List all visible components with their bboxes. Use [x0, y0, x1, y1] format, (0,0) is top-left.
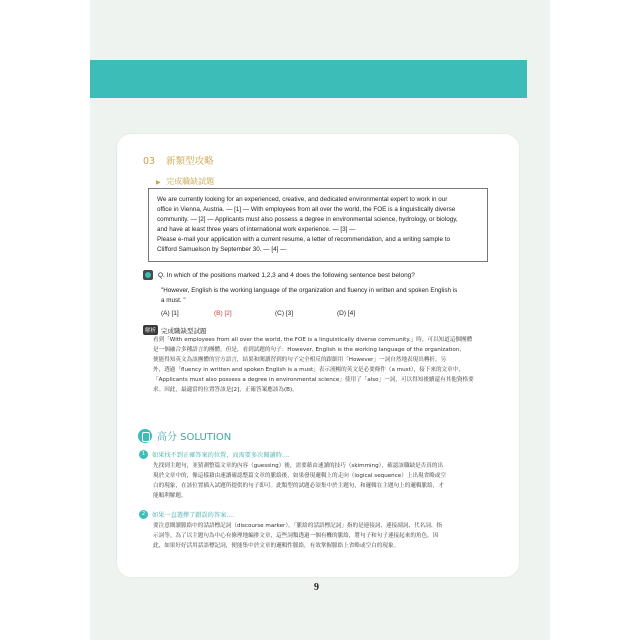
tip-line: 要注意閱讀脈絡中的話語標記詞（discourse marker）。「脈絡的話語標記詞」指的是連接詞、連接副詞、代名詞、指: [153, 523, 442, 529]
solution-heading: [138, 428, 231, 443]
quote-sentence: [161, 286, 491, 306]
tip-1-text: [153, 461, 493, 501]
quote-line: "However, English is the working language of the organization and fluency in written and spoken English is: [161, 287, 458, 294]
tip-title: 如果找不到正確答案的位置，而需要多次閱讀時....: [152, 452, 290, 459]
option-d[interactable]: (D) [4]: [337, 310, 356, 317]
tip-line: 白的現象，在該位置插入試題所提供的句子即可。此類型的試題必須集中於主題句，和邏輯在主題句上的邏輯脈絡，才: [153, 483, 444, 489]
explanation-text: [153, 335, 493, 395]
tip-line: 此，如果好好活用話語標記詞，便能集中於文章的邏輯性脈絡，有效掌握脈絡上省略或空白的現象。: [153, 543, 400, 549]
bulb-icon: [138, 429, 152, 443]
option-a[interactable]: (A) [1]: [161, 310, 179, 317]
explanation-line: 「Applicants must also possess a degree in environmental science」使用了「also」一詞，可以得知後續還有其他資格要: [153, 377, 474, 383]
page-number: 9: [314, 582, 319, 593]
solution-title: 高分 SOLUTION: [157, 432, 232, 443]
section-number: 03: [143, 156, 156, 167]
passage-line: Please e-mail your application with a current resume, a letter of recommendation, and a writing sample to: [157, 236, 450, 243]
passage-line: and have at least three years of international work experience. — [3] —: [157, 226, 356, 233]
passage-box: [148, 188, 488, 262]
subheading: [156, 176, 214, 187]
section-title-text: 新類型攻略: [166, 156, 214, 167]
passage-line: community. — [2] — Applicants must also possess a degree in environmental science, hydrology, or biology,: [157, 216, 458, 223]
explanation-header: [143, 325, 207, 335]
explanation-badge: 解析: [143, 325, 158, 335]
explanation-line: 是一個融合多種語言的團體，但是，看到試題的句子：However, English is the working language of the organization,: [153, 347, 462, 353]
passage-line: office in Vienna, Austria. — [1] — With employees from all over the world, the FOE is a linguistically diverse: [157, 206, 456, 213]
tip-line: 先找到主題句，並猜測整篇文章的內容（guessing）後，需要藉由速讀的技巧（skimming），確認該職缺是否真的出: [153, 463, 444, 469]
tip-title: 如果一直選擇了錯誤的答案....: [152, 512, 235, 519]
question-icon: [143, 270, 153, 280]
tip-number-badge: 2: [139, 510, 148, 519]
tip-2-text: [153, 521, 493, 551]
explanation-line: 外，透過「fluency in written and spoken English is a must」表示流暢的英文是必要條件（a must），接下來的文章中，: [153, 367, 464, 373]
passage-line: Clifford Samuelson by September 30. — [4] —: [157, 246, 287, 253]
tip-line: 能順利解題。: [153, 493, 187, 499]
tip-number-badge: 1: [139, 450, 148, 459]
question: [143, 270, 415, 280]
explanation-line: 看到「With employees from all over the world, the FOE is a linguistically diverse community.」時，可以知道這個團體: [153, 337, 473, 343]
option-b[interactable]: (B) [2]: [214, 310, 232, 317]
explanation-line: 便能得知英文為該團體的官方語言，結果和閱讀習到的句子完全相反的跟細用「However」一詞自然地表現出轉折。另: [153, 357, 447, 363]
tip-2-header: [139, 510, 234, 519]
tip-1-header: [139, 450, 290, 459]
tip-line: 現於文章中的，像這樣藉由速讀確認整篇文章的脈絡後，如果發現邏輯上的走向（logical sequence）上出現省略或空: [153, 473, 446, 479]
passage-line: We are currently looking for an experienced, creative, and dedicated environmental expert to work in our: [157, 196, 448, 203]
triangle-icon: ▶: [156, 179, 161, 186]
section-title: [143, 153, 214, 167]
explanation-title: 完成職缺型試題: [161, 326, 207, 335]
explanation-line: 求。因此，最適當的位置答該是[2]，正確答案應該為(B)。: [153, 387, 298, 393]
option-c[interactable]: (C) [3]: [275, 310, 294, 317]
tip-line: 示詞等。為了以主題句為中心有條理地編排文章，這些詞類透過一個有機的脈絡，將句子和句子連接起來的角色。因: [153, 533, 439, 539]
subheading-text: 完成職缺試題: [166, 177, 215, 186]
quote-line: a must. ": [161, 297, 186, 304]
question-text: Q. In which of the positions marked 1,2,3 and 4 does the following sentence best belong?: [158, 271, 415, 279]
header-band: [90, 60, 527, 98]
